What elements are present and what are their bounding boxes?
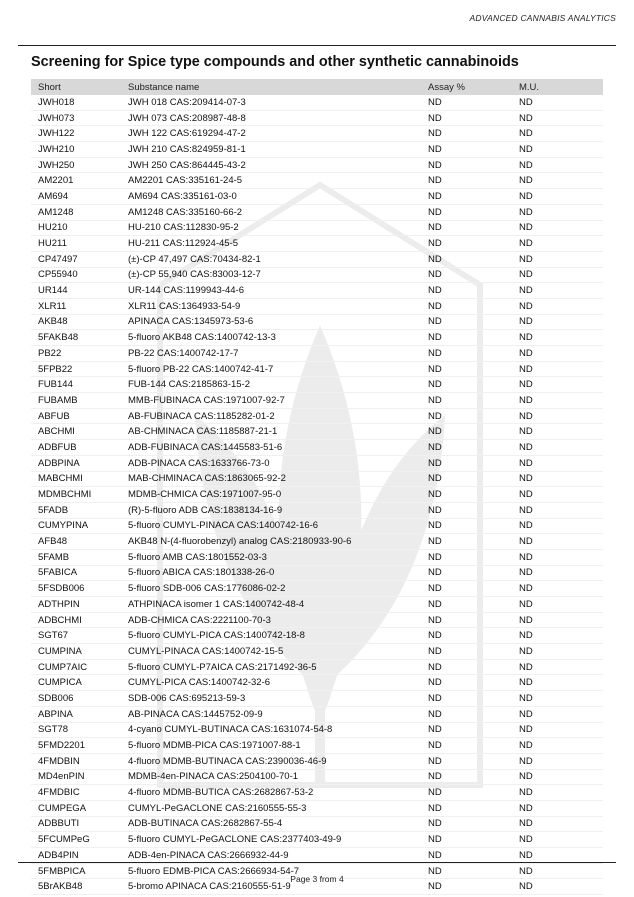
substance-name-cell: (±)-CP 47,497 CAS:70434-82-1 bbox=[121, 251, 421, 267]
assay-cell: ND bbox=[421, 173, 512, 189]
mu-cell: ND bbox=[512, 220, 603, 236]
short-cell: ADBCHMI bbox=[31, 612, 121, 628]
substance-name-cell: 5-fluoro PB-22 CAS:1400742-41-7 bbox=[121, 361, 421, 377]
short-cell: HU210 bbox=[31, 220, 121, 236]
mu-cell: ND bbox=[512, 691, 603, 707]
assay-cell: ND bbox=[421, 722, 512, 738]
table-row bbox=[31, 346, 603, 362]
short-cell: JWH122 bbox=[31, 126, 121, 142]
table-row bbox=[31, 549, 603, 565]
mu-cell: ND bbox=[512, 330, 603, 346]
assay-cell: ND bbox=[421, 675, 512, 691]
substance-name-cell: JWH 210 CAS:824959-81-1 bbox=[121, 142, 421, 158]
substance-name-cell: XLR11 CAS:1364933-54-9 bbox=[121, 298, 421, 314]
substance-name-cell: CUMYL-PICA CAS:1400742-32-6 bbox=[121, 675, 421, 691]
mu-cell: ND bbox=[512, 644, 603, 660]
mu-cell: ND bbox=[512, 298, 603, 314]
short-cell: SGT67 bbox=[31, 628, 121, 644]
substance-name-cell: PB-22 CAS:1400742-17-7 bbox=[121, 346, 421, 362]
column-header-assay: Assay % bbox=[421, 79, 512, 95]
mu-cell: ND bbox=[512, 142, 603, 158]
assay-cell: ND bbox=[421, 518, 512, 534]
short-cell: ADBPINA bbox=[31, 455, 121, 471]
table-row bbox=[31, 644, 603, 660]
short-cell: 5FMBPICA bbox=[31, 863, 121, 879]
short-cell: XLR11 bbox=[31, 298, 121, 314]
assay-cell: ND bbox=[421, 110, 512, 126]
mu-cell: ND bbox=[512, 816, 603, 832]
substance-name-cell: 5-fluoro SDB-006 CAS:1776086-02-2 bbox=[121, 581, 421, 597]
substance-name-cell: ADB-PINACA CAS:1633766-73-0 bbox=[121, 455, 421, 471]
table-row bbox=[31, 706, 603, 722]
mu-cell: ND bbox=[512, 612, 603, 628]
table-row bbox=[31, 393, 603, 409]
table-row bbox=[31, 816, 603, 832]
assay-cell: ND bbox=[421, 471, 512, 487]
mu-cell: ND bbox=[512, 267, 603, 283]
assay-cell: ND bbox=[421, 534, 512, 550]
substance-name-cell: APINACA CAS:1345973-53-6 bbox=[121, 314, 421, 330]
substance-name-cell: MDMB-4en-PINACA CAS:2504100-70-1 bbox=[121, 769, 421, 785]
assay-cell: ND bbox=[421, 753, 512, 769]
report-title: Screening for Spice type compounds and other synthetic cannabinoids bbox=[31, 54, 519, 70]
short-cell: 4FMDBIC bbox=[31, 785, 121, 801]
substance-name-cell: AB-CHMINACA CAS:1185887-21-1 bbox=[121, 424, 421, 440]
short-cell: CP55940 bbox=[31, 267, 121, 283]
header-divider bbox=[18, 45, 616, 46]
table-row bbox=[31, 173, 603, 189]
substance-name-cell: JWH 018 CAS:209414-07-3 bbox=[121, 95, 421, 110]
short-cell: ADBFUB bbox=[31, 440, 121, 456]
mu-cell: ND bbox=[512, 848, 603, 864]
mu-cell: ND bbox=[512, 110, 603, 126]
substance-name-cell: ATHPINACA isomer 1 CAS:1400742-48-4 bbox=[121, 597, 421, 613]
mu-cell: ND bbox=[512, 659, 603, 675]
mu-cell: ND bbox=[512, 879, 603, 895]
short-cell: PB22 bbox=[31, 346, 121, 362]
mu-cell: ND bbox=[512, 204, 603, 220]
mu-cell: ND bbox=[512, 393, 603, 409]
assay-cell: ND bbox=[421, 298, 512, 314]
substance-name-cell: 5-fluoro CUMYL-PeGACLONE CAS:2377403-49-9 bbox=[121, 832, 421, 848]
column-header-substance-name: Substance name bbox=[121, 79, 421, 95]
short-cell: CP47497 bbox=[31, 251, 121, 267]
assay-cell: ND bbox=[421, 848, 512, 864]
assay-cell: ND bbox=[421, 565, 512, 581]
mu-cell: ND bbox=[512, 722, 603, 738]
short-cell: 5FABICA bbox=[31, 565, 121, 581]
short-cell: JWH250 bbox=[31, 157, 121, 173]
short-cell: 5FMD2201 bbox=[31, 738, 121, 754]
substance-name-cell: AB-PINACA CAS:1445752-09-9 bbox=[121, 706, 421, 722]
table-row bbox=[31, 126, 603, 142]
assay-cell: ND bbox=[421, 377, 512, 393]
short-cell: FUB144 bbox=[31, 377, 121, 393]
substance-name-cell: 5-fluoro EDMB-PICA CAS:2666934-54-7 bbox=[121, 863, 421, 879]
short-cell: ABPINA bbox=[31, 706, 121, 722]
mu-cell: ND bbox=[512, 189, 603, 205]
mu-cell: ND bbox=[512, 628, 603, 644]
substance-name-cell: ADB-BUTINACA CAS:2682867-55-4 bbox=[121, 816, 421, 832]
assay-cell: ND bbox=[421, 314, 512, 330]
substance-name-cell: (R)-5-fluoro ADB CAS:1838134-16-9 bbox=[121, 502, 421, 518]
column-header-mu: M.U. bbox=[512, 79, 603, 95]
mu-cell: ND bbox=[512, 800, 603, 816]
short-cell: FUBAMB bbox=[31, 393, 121, 409]
page-number: Page 3 from 4 bbox=[290, 874, 344, 884]
assay-cell: ND bbox=[421, 157, 512, 173]
assay-cell: ND bbox=[421, 393, 512, 409]
table-row bbox=[31, 377, 603, 393]
assay-cell: ND bbox=[421, 738, 512, 754]
substance-name-cell: JWH 073 CAS:208987-48-8 bbox=[121, 110, 421, 126]
table-row bbox=[31, 597, 603, 613]
short-cell: HU211 bbox=[31, 236, 121, 252]
mu-cell: ND bbox=[512, 471, 603, 487]
table-row bbox=[31, 848, 603, 864]
table-row bbox=[31, 283, 603, 299]
table-row bbox=[31, 189, 603, 205]
assay-cell: ND bbox=[421, 769, 512, 785]
assay-cell: ND bbox=[421, 251, 512, 267]
short-cell: MABCHMI bbox=[31, 471, 121, 487]
mu-cell: ND bbox=[512, 785, 603, 801]
assay-cell: ND bbox=[421, 691, 512, 707]
assay-cell: ND bbox=[421, 330, 512, 346]
mu-cell: ND bbox=[512, 157, 603, 173]
short-cell: CUMPICA bbox=[31, 675, 121, 691]
substance-name-cell: AB-FUBINACA CAS:1185282-01-2 bbox=[121, 408, 421, 424]
table-row bbox=[31, 455, 603, 471]
assay-cell: ND bbox=[421, 220, 512, 236]
short-cell: ADB4PIN bbox=[31, 848, 121, 864]
table-row bbox=[31, 691, 603, 707]
table-row bbox=[31, 361, 603, 377]
assay-cell: ND bbox=[421, 142, 512, 158]
short-cell: MDMBCHMI bbox=[31, 487, 121, 503]
mu-cell: ND bbox=[512, 769, 603, 785]
assay-cell: ND bbox=[421, 267, 512, 283]
table-row bbox=[31, 769, 603, 785]
substance-name-cell: 4-fluoro MDMB-BUTICA CAS:2682867-53-2 bbox=[121, 785, 421, 801]
table-row bbox=[31, 565, 603, 581]
substance-name-cell: ADB-4en-PINACA CAS:2666932-44-9 bbox=[121, 848, 421, 864]
substance-name-cell: 5-fluoro CUMYL-PINACA CAS:1400742-16-6 bbox=[121, 518, 421, 534]
mu-cell: ND bbox=[512, 346, 603, 362]
mu-cell: ND bbox=[512, 173, 603, 189]
table-row bbox=[31, 157, 603, 173]
table-row bbox=[31, 785, 603, 801]
mu-cell: ND bbox=[512, 236, 603, 252]
table-row bbox=[31, 581, 603, 597]
mu-cell: ND bbox=[512, 518, 603, 534]
substance-name-cell: 5-fluoro AKB48 CAS:1400742-13-3 bbox=[121, 330, 421, 346]
table-row bbox=[31, 408, 603, 424]
assay-cell: ND bbox=[421, 408, 512, 424]
short-cell: 4FMDBIN bbox=[31, 753, 121, 769]
assay-cell: ND bbox=[421, 581, 512, 597]
table-row bbox=[31, 110, 603, 126]
substance-name-cell: MAB-CHMINACA CAS:1863065-92-2 bbox=[121, 471, 421, 487]
short-cell: AKB48 bbox=[31, 314, 121, 330]
mu-cell: ND bbox=[512, 753, 603, 769]
short-cell: SGT78 bbox=[31, 722, 121, 738]
assay-cell: ND bbox=[421, 549, 512, 565]
substance-name-cell: 5-bromo APINACA CAS:2160555-51-9 bbox=[121, 879, 421, 895]
substance-name-cell: 5-fluoro ABICA CAS:1801338-26-0 bbox=[121, 565, 421, 581]
substance-name-cell: FUB-144 CAS:2185863-15-2 bbox=[121, 377, 421, 393]
assay-cell: ND bbox=[421, 95, 512, 110]
short-cell: 5FAMB bbox=[31, 549, 121, 565]
substance-name-cell: ADB-FUBINACA CAS:1445583-51-6 bbox=[121, 440, 421, 456]
mu-cell: ND bbox=[512, 534, 603, 550]
short-cell: ABFUB bbox=[31, 408, 121, 424]
substance-name-cell: MDMB-CHMICA CAS:1971007-95-0 bbox=[121, 487, 421, 503]
assay-cell: ND bbox=[421, 440, 512, 456]
substance-name-cell: AM2201 CAS:335161-24-5 bbox=[121, 173, 421, 189]
substance-name-cell: JWH 122 CAS:619294-47-2 bbox=[121, 126, 421, 142]
mu-cell: ND bbox=[512, 581, 603, 597]
table-row bbox=[31, 738, 603, 754]
table-row bbox=[31, 236, 603, 252]
assay-cell: ND bbox=[421, 800, 512, 816]
short-cell: AM2201 bbox=[31, 173, 121, 189]
assay-cell: ND bbox=[421, 628, 512, 644]
assay-cell: ND bbox=[421, 644, 512, 660]
substance-name-cell: AM1248 CAS:335160-66-2 bbox=[121, 204, 421, 220]
header-brand: ADVANCED CANNABIS ANALYTICS bbox=[469, 13, 616, 23]
mu-cell: ND bbox=[512, 95, 603, 110]
short-cell: ABCHMI bbox=[31, 424, 121, 440]
short-cell: 5FSDB006 bbox=[31, 581, 121, 597]
table-row bbox=[31, 142, 603, 158]
assay-cell: ND bbox=[421, 189, 512, 205]
mu-cell: ND bbox=[512, 706, 603, 722]
table-row bbox=[31, 659, 603, 675]
short-cell: 5FAKB48 bbox=[31, 330, 121, 346]
assay-cell: ND bbox=[421, 879, 512, 895]
table-row bbox=[31, 440, 603, 456]
mu-cell: ND bbox=[512, 502, 603, 518]
table-row bbox=[31, 330, 603, 346]
substance-name-cell: 4-fluoro MDMB-BUTINACA CAS:2390036-46-9 bbox=[121, 753, 421, 769]
table-row bbox=[31, 487, 603, 503]
substance-name-cell: MMB-FUBINACA CAS:1971007-92-7 bbox=[121, 393, 421, 409]
table-row bbox=[31, 220, 603, 236]
substance-name-cell: 5-fluoro AMB CAS:1801552-03-3 bbox=[121, 549, 421, 565]
assay-cell: ND bbox=[421, 236, 512, 252]
assay-cell: ND bbox=[421, 346, 512, 362]
short-cell: AM1248 bbox=[31, 204, 121, 220]
table-row bbox=[31, 534, 603, 550]
mu-cell: ND bbox=[512, 487, 603, 503]
mu-cell: ND bbox=[512, 424, 603, 440]
results-table bbox=[31, 79, 603, 895]
table-row bbox=[31, 267, 603, 283]
short-cell: ADBBUTI bbox=[31, 816, 121, 832]
assay-cell: ND bbox=[421, 597, 512, 613]
assay-cell: ND bbox=[421, 361, 512, 377]
table-row bbox=[31, 518, 603, 534]
assay-cell: ND bbox=[421, 204, 512, 220]
assay-cell: ND bbox=[421, 487, 512, 503]
substance-name-cell: 5-fluoro MDMB-PICA CAS:1971007-88-1 bbox=[121, 738, 421, 754]
substance-name-cell: 4-cyano CUMYL-BUTINACA CAS:1631074-54-8 bbox=[121, 722, 421, 738]
short-cell: CUMYPINA bbox=[31, 518, 121, 534]
short-cell: 5BrAKB48 bbox=[31, 879, 121, 895]
short-cell: JWH073 bbox=[31, 110, 121, 126]
mu-cell: ND bbox=[512, 549, 603, 565]
mu-cell: ND bbox=[512, 408, 603, 424]
table-row bbox=[31, 471, 603, 487]
results-body bbox=[31, 95, 603, 895]
short-cell: JWH210 bbox=[31, 142, 121, 158]
substance-name-cell: 5-fluoro CUMYL-PICA CAS:1400742-18-8 bbox=[121, 628, 421, 644]
substance-name-cell: 5-fluoro CUMYL-P7AICA CAS:2171492-36-5 bbox=[121, 659, 421, 675]
mu-cell: ND bbox=[512, 283, 603, 299]
substance-name-cell: (±)-CP 55,940 CAS:83003-12-7 bbox=[121, 267, 421, 283]
short-cell: CUMPEGA bbox=[31, 800, 121, 816]
table-row bbox=[31, 251, 603, 267]
short-cell: ADTHPIN bbox=[31, 597, 121, 613]
mu-cell: ND bbox=[512, 832, 603, 848]
short-cell: SDB006 bbox=[31, 691, 121, 707]
assay-cell: ND bbox=[421, 832, 512, 848]
table-row bbox=[31, 204, 603, 220]
footer-divider bbox=[18, 862, 616, 863]
substance-name-cell: AKB48 N-(4-fluorobenzyl) analog CAS:2180933-90-6 bbox=[121, 534, 421, 550]
mu-cell: ND bbox=[512, 675, 603, 691]
column-header-short: Short bbox=[31, 79, 121, 95]
mu-cell: ND bbox=[512, 863, 603, 879]
short-cell: 5FADB bbox=[31, 502, 121, 518]
mu-cell: ND bbox=[512, 251, 603, 267]
assay-cell: ND bbox=[421, 863, 512, 879]
substance-name-cell: CUMYL-PINACA CAS:1400742-15-5 bbox=[121, 644, 421, 660]
short-cell: MD4enPIN bbox=[31, 769, 121, 785]
table-row bbox=[31, 502, 603, 518]
table-row bbox=[31, 628, 603, 644]
table-row bbox=[31, 753, 603, 769]
short-cell: UR144 bbox=[31, 283, 121, 299]
short-cell: 5FPB22 bbox=[31, 361, 121, 377]
table-row bbox=[31, 314, 603, 330]
table-row bbox=[31, 612, 603, 628]
substance-name-cell: ADB-CHMICA CAS:2221100-70-3 bbox=[121, 612, 421, 628]
assay-cell: ND bbox=[421, 612, 512, 628]
mu-cell: ND bbox=[512, 377, 603, 393]
substance-name-cell: UR-144 CAS:1199943-44-6 bbox=[121, 283, 421, 299]
table-row bbox=[31, 424, 603, 440]
table-row bbox=[31, 722, 603, 738]
assay-cell: ND bbox=[421, 126, 512, 142]
table-row bbox=[31, 675, 603, 691]
assay-cell: ND bbox=[421, 785, 512, 801]
short-cell: JWH018 bbox=[31, 95, 121, 110]
assay-cell: ND bbox=[421, 502, 512, 518]
mu-cell: ND bbox=[512, 597, 603, 613]
substance-name-cell: JWH 250 CAS:864445-43-2 bbox=[121, 157, 421, 173]
short-cell: AM694 bbox=[31, 189, 121, 205]
mu-cell: ND bbox=[512, 565, 603, 581]
assay-cell: ND bbox=[421, 659, 512, 675]
table-header-row bbox=[31, 79, 603, 95]
table-row bbox=[31, 800, 603, 816]
short-cell: 5FCUMPeG bbox=[31, 832, 121, 848]
mu-cell: ND bbox=[512, 738, 603, 754]
assay-cell: ND bbox=[421, 283, 512, 299]
short-cell: CUMP7AIC bbox=[31, 659, 121, 675]
table-row bbox=[31, 832, 603, 848]
mu-cell: ND bbox=[512, 126, 603, 142]
substance-name-cell: CUMYL-PeGACLONE CAS:2160555-55-3 bbox=[121, 800, 421, 816]
substance-name-cell: HU-211 CAS:112924-45-5 bbox=[121, 236, 421, 252]
mu-cell: ND bbox=[512, 455, 603, 471]
mu-cell: ND bbox=[512, 314, 603, 330]
table-row bbox=[31, 95, 603, 110]
substance-name-cell: HU-210 CAS:112830-95-2 bbox=[121, 220, 421, 236]
assay-cell: ND bbox=[421, 706, 512, 722]
substance-name-cell: AM694 CAS:335161-03-0 bbox=[121, 189, 421, 205]
assay-cell: ND bbox=[421, 816, 512, 832]
assay-cell: ND bbox=[421, 455, 512, 471]
short-cell: CUMPINA bbox=[31, 644, 121, 660]
assay-cell: ND bbox=[421, 424, 512, 440]
substance-name-cell: SDB-006 CAS:695213-59-3 bbox=[121, 691, 421, 707]
mu-cell: ND bbox=[512, 440, 603, 456]
table-row bbox=[31, 298, 603, 314]
mu-cell: ND bbox=[512, 361, 603, 377]
short-cell: AFB48 bbox=[31, 534, 121, 550]
